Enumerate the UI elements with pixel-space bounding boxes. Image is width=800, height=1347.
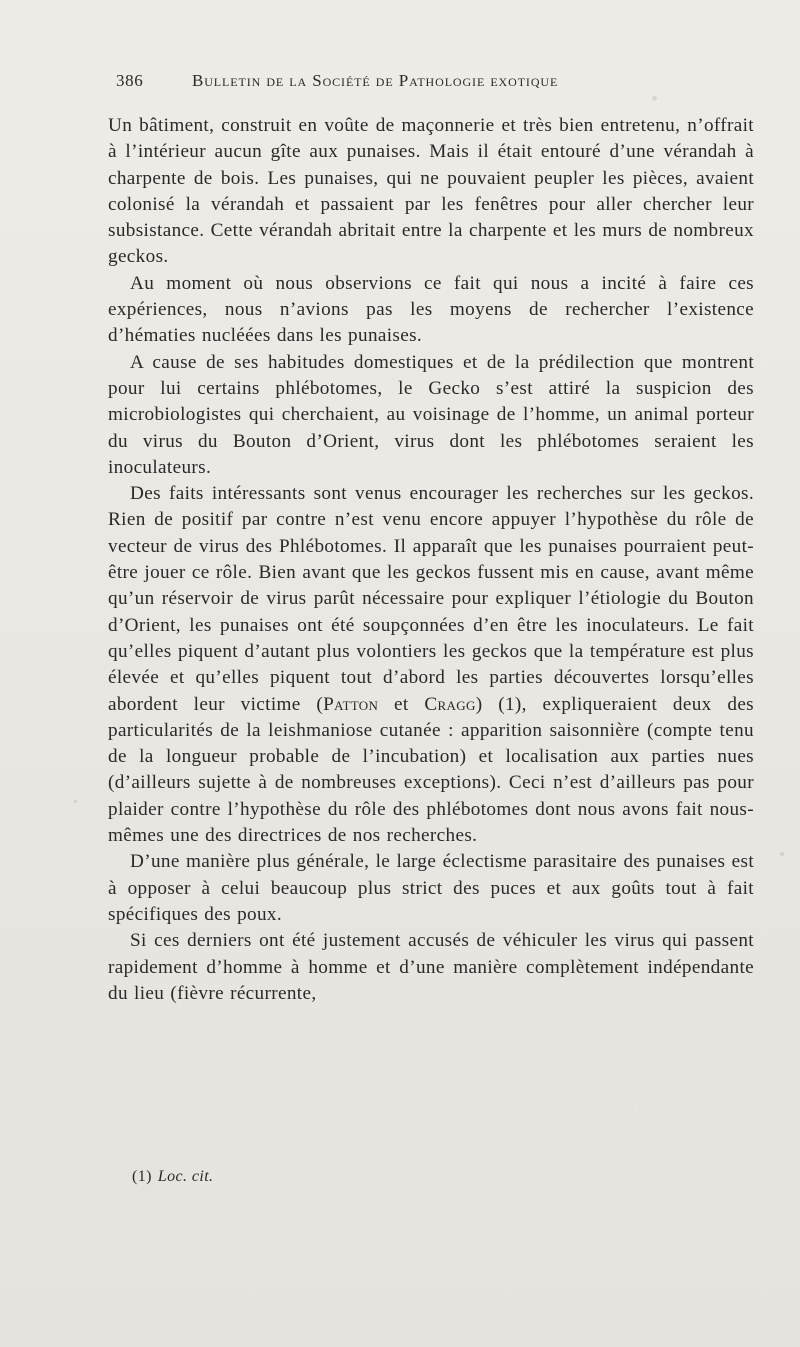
running-title: Bulletin de la Société de Pathologie exotique	[192, 71, 559, 90]
page-number: 386	[116, 71, 144, 90]
footnote	[132, 1168, 213, 1186]
print-speck	[652, 96, 657, 101]
conjunction: et	[378, 693, 425, 715]
author-patton: Patton	[323, 693, 379, 715]
paragraph-2: Au moment où nous observions ce fait qui nous a incité à faire ces expériences, nous n’avions pas les moyens de rechercher l’existence d’hématies nucléées dans les punaises.	[108, 272, 754, 347]
running-header	[116, 71, 756, 97]
footnote-marker: (1)	[132, 1168, 152, 1185]
paragraph-4-part-a: Des faits intéressants sont venus encourager les recherches sur les geckos. Rien de positif par contre n’est venu encore appuyer l’hypothèse du rôle de vecteur de virus des Phlébotomes. Il apparaît que les punaises pourraient peut-être jouer ce rôle. Bien avant que les geckos fussent mis en cause, avant même qu’un réservoir de virus parût nécessaire pour expliquer l’étiologie du Bouton d’Orient, les punaises ont été soupçonnées d’en être les inoculateurs. Le fait qu’elles piquent d’autant plus volontiers les geckos que la température est plus élevée et qu’elles piquent tout d’abord les parties découvertes lorsqu’elles abordent leur victime (	[108, 483, 754, 715]
paragraph-6: Si ces derniers ont été justement accusés de véhiculer les virus qui passent rapidement d’homme à homme et d’une manière complètement indépendante du lieu (fièvre récurrente,	[108, 930, 754, 1004]
print-speck	[74, 800, 77, 803]
paragraph-4-part-b: ) (1), expliqueraient deux des particularités de la leishmaniose cutanée : apparition saisonnière (compte tenu de la longueur probable de l’incubation) et localisation aux parties nues (d’ailleurs sujette à de nombreuses exceptions). Ceci n’est d’ailleurs pas pour plaider contre l’hypothèse du rôle des phlébotomes dont nous avons fait nous-mêmes une des directrices de nos recherches.	[108, 693, 754, 847]
print-speck	[780, 852, 784, 856]
footnote-text: Loc. cit.	[157, 1168, 214, 1185]
paragraph-4	[108, 481, 754, 849]
body-text	[108, 113, 754, 1007]
paragraph-5: D’une manière plus générale, le large éclectisme parasitaire des punaises est à opposer à celui beaucoup plus strict des puces et aux goûts tout à fait spécifiques des poux.	[108, 851, 754, 925]
author-cragg: Cragg	[424, 693, 476, 715]
paragraph-3: A cause de ses habitudes domestiques et de la prédilection que montrent pour lui certains phlébotomes, le Gecko s’est attiré la suspicion des microbiologistes qui cherchaient, au voisinage de l’homme, un animal porteur du virus du Bouton d’Orient, virus dont les phlébotomes seraient les inoculateurs.	[108, 351, 754, 478]
paragraph-1: Un bâtiment, construit en voûte de maçonnerie et très bien entretenu, n’offrait à l’intérieur aucun gîte aux punaises. Mais il était entouré d’une vérandah à charpente de bois. Les punaises, qui ne pouvaient peupler les pièces, avaient colonisé la vérandah et passaient par les fenêtres pour aller chercher leur subsistance. Cette vérandah abritait entre la charpente et les murs de nombreux geckos.	[108, 115, 754, 268]
